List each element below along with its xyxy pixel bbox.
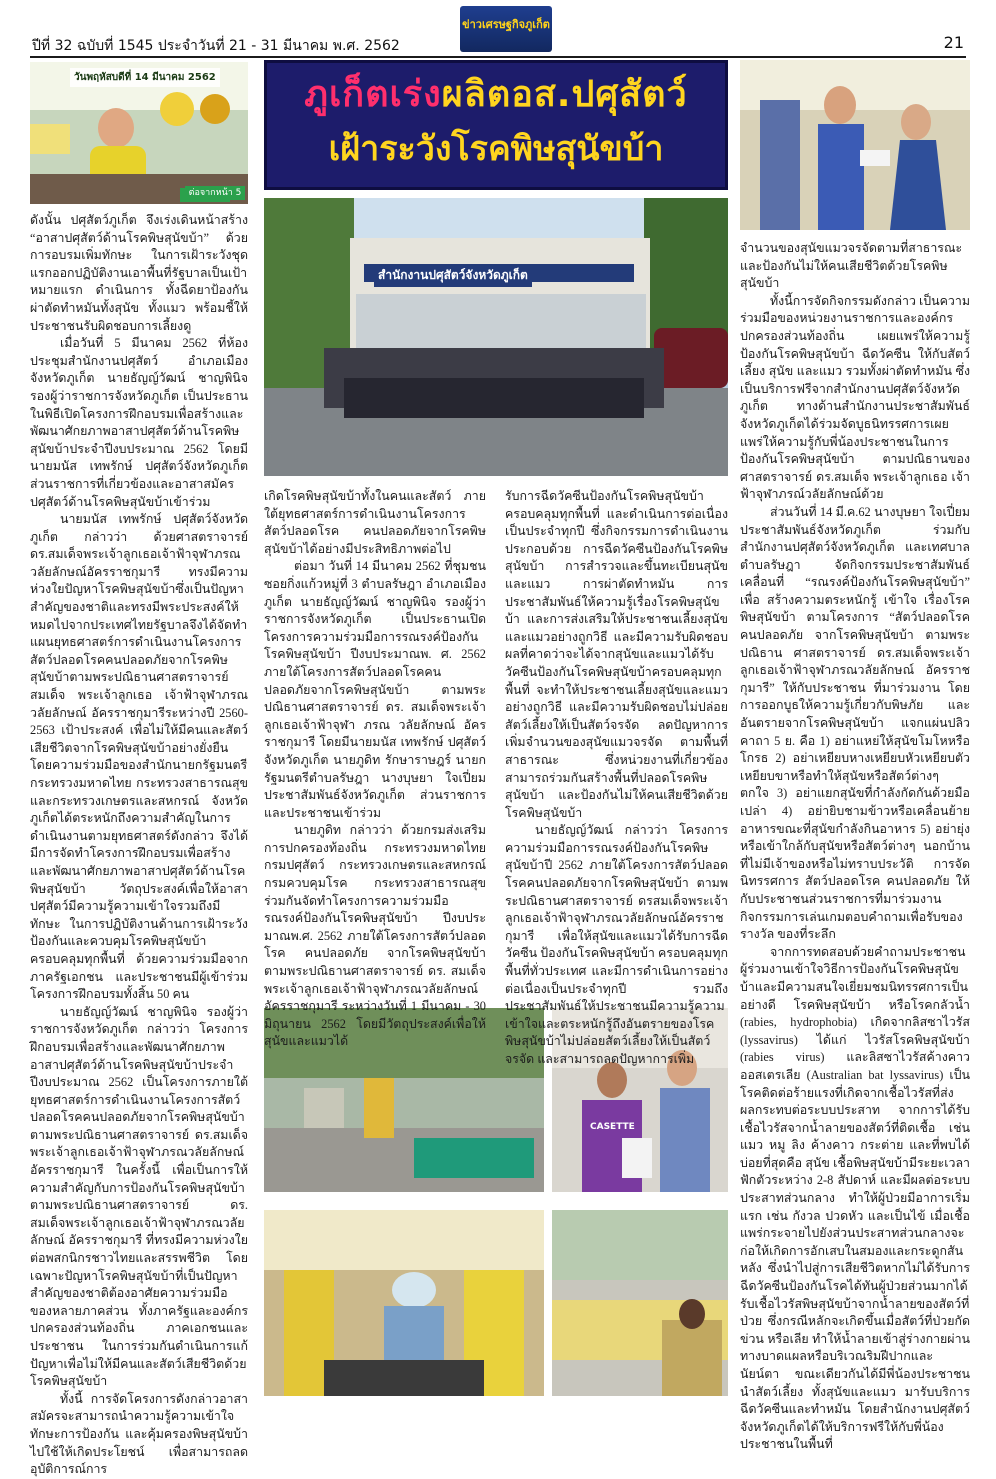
article-column-2 bbox=[264, 488, 486, 1051]
photo-group-image bbox=[264, 198, 728, 476]
issue-line: ปีที่ 32 ฉบับที่ 1545 ประจำวันที่ 21 - 31 มีนาคม พ.ศ. 2562 bbox=[32, 38, 400, 54]
article-paragraph: นายธัญญ์วัฒน์ กล่าวว่า โครงการความร่วมมือการรณรงค์ป้องกันโรคพิษสุนัขบ้าปี 2562 ภายใต้โครงการสัตว์ปลอดโรคคนปลอดภัยจากโรคพิษสุนัขบ้า ตามพระปณิธานศาสตราจารย์ ดรสมเด็จพระเจ้าลูกเธอเจ้าฟ้าจุฬาภรณวลัยลักษณ์อัครราชกุมารี เพื่อให้สุนัขและแมวได้รับการฉีดวัคซีน ป้องกันโรคพิษสุนัขบ้า ครอบคลุมทุกพื้นที่ทั่วประเทศ และมีการดำเนินการอย่างต่อเนื่องเป็นประจำทุกปี รวมถึงประชาสัมพันธ์ให้ประชาชนมีความรู้ความเข้าใจและตระหนักรู้ถึงอันตรายของโรคพิษสุนัขบ้าไม่ปล่อยสัตว์เลี้ยงให้เป็นสัตว์จรจัด และสามารถลดปัญหาการเพิ่ม bbox=[505, 823, 728, 1066]
article-paragraph: เมื่อวันที่ 5 มีนาคม 2562 ที่ห้องประชุมสำนักงานปศุสัตว์ อำเภอเมือง จังหวัดภูเก็ต นายธัญญ์วัฒน์ ชาญพินิจ รองผู้ว่าราชการจังหวัดภูเก็ต เป็นประธานในพิธีเปิดโครงการฝึกอบรมเพื่อสร้างและพัฒนาศักยภาพอาสาปศุสัตว์ด้านโรคพิษสุนัขบ้าประจำปีงบประมาณ 2562 โดยมี นายมนัส เทพรักษ์ ปศุสัตว์จังหวัดภูเก็ต ส่วนราชการที่เกี่ยวข้องและอาสาสมัครปศุสัตว์ด้านโรคพิษสุนัขบ้าเข้าร่วม bbox=[30, 336, 248, 509]
article-column-4 bbox=[740, 240, 970, 1454]
article-paragraph: ทั้งนี้การจัดกิจกรรมดังกล่าว เป็นความร่วมมือของหน่วยงานราชการและองค์กรปกครองส่วนท้องถิ่น เผยแพร่ให้ความรู้ป้องกันโรคพิษสุนัขบ้า ฉีดวัคซีน ให้กับสัตว์เลี้ยง สุนัข และแมว รวมทั้งผ่าตัดทำหมัน ซึ่งเป็นบริการฟรีจากสำนักงานปศุสัตว์จังหวัดภูเก็ต ทางด้านสำนักงานประชาสัมพันธ์จังหวัดภูเก็ตได้ร่วมจัดบูธนิทรรศการเผยแพร่ให้ความรู้กับพี่น้องประชาชนในการป้องกันโรคพิษสุนัขบ้า ตามปณิธานของศาสตราจารย์ ดร.สมเด็จ พระเจ้าลูกเธอ เจ้าฟ้าจุฬาภรณ์วลัยลักษณ์ด้วย bbox=[740, 293, 970, 502]
article-paragraph: นายภูดิท กล่าวว่า ด้วยกรมส่งเสริมการปกครองท้องถิ่น กระทรวงมหาดไทย กรมปศุสัตว์ กระทรวงเกษตรและสหกรณ์ กรมควบคุมโรค กระทรวงสาธารณสุข ร่วมกันจัดทำโครงการความร่วมมือรณรงค์ป้องกันโรคพิษสุนัขบ้า ปีงบประมาณพ.ศ. 2562 ภายใต้โครงการสัตว์ปลอดโรค คนปลอดภัย จากโรคพิษสุนัขบ้า ตามพระปณิธานศาสตราจารย์ ดร. สมเด็จพระเจ้าลูกเธอเจ้าฟ้าจุฬาภรณวลัยลักษณ์ อัครราชกุมารี ระหว่างวันที่ 1 มีนาคม - 30 มิถุนายน 2562 โดยมีวัตถุประสงค์เพื่อให้สุนัขและแมวได้ bbox=[264, 823, 486, 1049]
headline-line2: เฝ้าระวังโรคพิษสุนัขบ้า bbox=[328, 129, 664, 169]
office-sign: สำนักงานปศุสัตว์จังหวัดภูเก็ต bbox=[374, 264, 532, 287]
photo-officials bbox=[740, 60, 970, 230]
photo-audience bbox=[552, 1210, 728, 1396]
article-paragraph: ทั้งนี้ การจัดโครงการดังกล่าวอาสาสมัครจะสามารถนำความรู้ความเข้าใจ ทักษะการป้องกัน และคุ้มครองพิษสุนัขบ้าไปใช้ให้เกิดประโยชน์ เพื่อสามารถลดอุบัติการณ์การ bbox=[30, 1391, 248, 1477]
article-paragraph: ส่วนวันที่ 14 มี.ค.62 นางบุษยา ใจเปี่ยม ประชาสัมพันธ์จังหวัดภูเก็ต ร่วมกับ สำนักงานปศุสัตว์จังหวัดภูเก็ต และเทศบาลตำบลรัษฎา จัดกิจกรรมประชาสัมพันธ์เคลื่อนที่ “รณรงค์ป้องกันโรคพิษสุนัขบ้า” เพื่อ สร้างความตระหนักรู้ เข้าใจ เรื่องโรคพิษสุนัขบ้า ตามโครงการ “สัตว์ปลอดโรค คนปลอดภัย จากโรคพิษสุนัขบ้า ตามพระปณิธาน ศาสตราจารย์ ดร.สมเด็จพระเจ้าลูกเธอเจ้าฟ้าจุฬาภรณวลัยลักษณ์ อัครราชกุมารี” ให้กับประชาชน ที่มาร่วมงาน โดยการออกบูธให้ความรู้เกี่ยวกับพิษภัย และอันตรายจากโรคพิษสุนัขบ้า แจกแผ่นปลิวคาถา 5 ย. คือ 1) อย่าแหย่ให้สุนัขโมโหหรือโกรธ 2) อย่าเหยียบหางเหยียบหัวเหยียบตัวเหยียบขาหรือทำให้สุนัขหรือสัตว์ต่างๆ ตกใจ 3) อย่าแยกสุนัขที่กำลังกัดกันด้วยมือเปล่า 4) อย่ายิบชามข้าวหรือเคลื่อนย้ายอาหารขณะที่สุนัขกำลังกินอาหาร 5) อย่ายุ่งหรือเข้าใกล้กับสุนัขหรือสัตว์ต่างๆ นอกบ้านที่ไม่มีเจ้าของหรือไม่ทราบประวัติ การจัดนิทรรศการ สัตว์ปลอดโรค คนปลอดภัย ให้กับประชาชนส่วนราชการที่มาร่วมงาน กิจกรรมการเล่นเกมตอบคำถามเพื่อรับของรางวัล ของที่ระลึก bbox=[740, 504, 970, 942]
photo-surgery-image bbox=[264, 1210, 544, 1396]
headline-yellow: ผลิตอส.ปศุสัตว์ bbox=[441, 74, 688, 115]
newspaper-logo bbox=[460, 6, 552, 52]
article-paragraph: นายธัญญ์วัฒน์ ชาญพินิจ รองผู้ว่าราชการจังหวัดภูเก็ต กล่าวว่า โครงการฝึกอบรมเพื่อสร้างและพัฒนาศักยภาพอาสาปศุสัตว์ด้านโรคพิษสุนัขบ้าประจำปีงบประมาณ 2562 เป็นโครงการภายใต้ยุทธศาสตร์การดำเนินงานโครงการสัตว์ปลอดโรคคนปลอดภัยจากโรคพิษสุนัขบ้าตามพระปณิธานศาสตราจารย์ ดร.สมเด็จพระเจ้าลูกเธอเจ้าฟ้าจุฬาภรณวลัยลักษณ์ อัครราชกุมารี ในครั้งนี้ เพื่อเป็นการให้ความสำคัญกับการป้องกันโรคพิษสุนัขบ้าตามพระปณิธานศาสตราจารย์ ดร. สมเด็จพระเจ้าลูกเธอเจ้าฟ้าจุฬาภรณวลัยลักษณ์ อัครราชกุมารี ที่ทรงมีความห่วงใยต่อพสกนิกรชาวไทยและสรรพชีวิต โดยเฉพาะปัญหาโรคพิษสุนัขบ้าที่เป็นปัญหาสำคัญของชาติต้องอาศัยความร่วมมือของหลายภาคส่วน ทั้งภาครัฐและองค์กรปกครองส่วนท้องถิ่น ภาคเอกชนและประชาชน ในการร่วมกันดำเนินการแก้ปัญหาเพื่อไม่ให้มีคนและสัตว์เสียชีวิตด้วยโรคพิษสุนัขบ้า bbox=[30, 1004, 248, 1389]
photo-speaker-caption: วันพฤหัสบดีที่ 14 มีนาคม 2562 bbox=[70, 68, 220, 87]
photo-surgery bbox=[264, 1210, 544, 1396]
article-paragraph: ดังนั้น ปศุสัตว์ภูเก็ต จึงเร่งเดินหน้าสร้าง “อาสาปศุสัตว์ด้านโรคพิษสุนัขบ้า” ด้วยการอบรมเพิ่มทักษะ ในการเฝ้าระวังชุดแรกออกปฏิบัติงานเอาพื้นที่รัฐบาลเป็นเป้าหมายแรก ดำเนินการ ทั้งฉีดยาป้องกัน ผ่าตัดทำหมันทั้งสุนัข ทั้งแมว พร้อมชี้ให้ประชาชนรับผิดชอบการเลี้ยงดู bbox=[30, 213, 248, 333]
photo-speaker bbox=[30, 62, 248, 204]
page-number: 21 bbox=[943, 33, 964, 52]
headline-box bbox=[264, 60, 728, 190]
header-rule bbox=[30, 56, 966, 58]
photo-audience-image bbox=[552, 1210, 728, 1396]
article-paragraph: นายมนัส เทพรักษ์ ปศุสัตว์จังหวัดภูเก็ต กล่าวว่า ด้วยศาสตราจารย์ ดร.สมเด็จพระเจ้าลูกเธอเจ้าฟ้าจุฬาภรณวลัยลักษณ์อัครราชกุมารี ทรงมีความห่วงใยปัญหาโรคพิษสุนัขบ้าซึ่งเป็นปัญหาสำคัญของชาติและทรงมีพระประสงค์ให้หมดไปจากประเทศไทยรัฐบาลจึงได้จัดทำแผนยุทธศาสตร์การดำเนินงานโครงการสัตว์ปลอดโรคคนปลอดภัยจากโรคพิษสุนัขบ้าตามพระปณิธานศาสตราจารย์สมเด็จ พระเจ้าลูกเธอ เจ้าฟ้าจุฬาภรณวลัยลักษณ์ อัครราชกุมารีระหว่างปี 2560-2563 เป้าประสงค์ เพื่อไม่ให้มีคนและสัตว์เสียชีวิตจากโรคพิษสุนัขบ้าอย่างยั่งยืน โดยความร่วมมือของสำนักนายกรัฐมนตรี กระทรวงมหาดไทย กระทรวงสาธารณสุข และกระทรวงเกษตรและสหกรณ์ จังหวัดภูเก็ตได้ตระหนักถึงความสำคัญในการดำเนินงานตามยุทธศาสตร์ดังกล่าว จึงได้มีการจัดทำโครงการฝึกอบรมเพื่อสร้างและพัฒนาศักยภาพอาสาปศุสัตว์ด้านโรคพิษสุนัขบ้า วัตถุประสงค์เพื่อให้อาสาปศุสัตว์มีความรู้ความเข้าใจรวมถึงมีทักษะ ในการปฏิบัติงานด้านการเฝ้าระวังป้องกันและควบคุมโรคพิษสุนัขบ้าครอบคลุมทุกพื้นที่ ด้วยความร่วมมือจากภาครัฐเอกชน และประชาชนมีผู้เข้าร่วมโครงการฝึกอบรมทั้งสิ้น 50 คน bbox=[30, 512, 248, 1002]
article-column-1 bbox=[30, 212, 248, 1479]
page-header bbox=[0, 0, 996, 60]
article-paragraph: จากการทดสอบด้วยคำถามประชาชนผู้ร่วมงานเข้าใจวิธีการป้องกันโรคพิษสุนัขบ้าและมีความสนใจเยี่ยมชมนิทรรศการเป็นอย่างดี โรคพิษสุนัขบ้า หรือโรคกลัวน้ำ (rabies, hydrophobia) เกิดจากลิสซาไวรัส (lyssavirus) ได้แก่ ไวรัสโรคพิษสุนัขบ้า (rabies virus) และลิสซาไวรัสค้างคาวออสเตรเลีย (Australian bat lyssavirus) เป็นโรคติดต่อร้ายแรงที่เกิดจากเชื้อไวรัสที่ส่งผลกระทบต่อระบบประสาท จากการได้รับเชื้อไวรัสจากน้ำลายของสัตว์ที่ติดเชื้อ เช่น แมว หมู ลิง ค้างคาว กระต่าย และที่พบได้บ่อยที่สุดคือ สุนัข เชื้อพิษสุนัขบ้ามีระยะเวลาฟักตัวระหว่าง 2-8 สัปดาห์ และมีผลต่อระบบประสาทส่วนกลาง ทำให้ผู้ป่วยมีอาการเริ่มแรก เช่น กังวล ปวดหัว และเป็นไข้ เมื่อเชื้อแพร่กระจายไปยังส่วนประสาทส่วนกลางจะก่อให้เกิดการอักเสบในสมองและกระดูกสันหลัง ซึ่งนำไปสู่การเสียชีวิตหากไม่ได้รับการฉีดวัคซีนป้องกันโรคได้ทันผู้ป่วยส่วนมากได้รับเชื้อไวรัสพิษสุนัขบ้าจากน้ำลายของสัตว์ที่ป่วย ซึ่งกรณีหลักจะเกิดขึ้นเมื่อสัตว์ที่ป่วยกัด ข่วน หรือเลีย ทำให้น้ำลายเข้าสู่ร่างกายผ่านทางบาดแผลหรือบริเวณริมฝีปากและนัยน์ตา ขณะเดียวกันได้มีพี่น้องประชาชนนำสัตว์เลี้ยง ทั้งสุนัขและแมว มารับบริการฉีดวัคซีนและทำหมัน โดยสำนักงานปศุสัตว์จังหวัดภูเก็ตได้ให้บริการฟรีให้กับพี่น้องประชาชนในพื้นที่ bbox=[740, 944, 970, 1452]
headline-line1 bbox=[267, 73, 725, 117]
article-paragraph: รับการฉีดวัคซีนป้องกันโรคพิษสุนัขบ้าครอบคลุมทุกพื้นที่ และดำเนินการต่อเนื่องเป็นประจำทุกปี ซึ่งกิจกรรมการดำเนินงานประกอบด้วย การฉีดวัคซีนป้องกันโรคพิษสุนัขบ้า การสำรวจและขึ้นทะเบียนสุนัขและแมว การผ่าตัดทำหมัน การประชาสัมพันธ์ให้ความรู้เรื่องโรคพิษสุนัขบ้า และการส่งเสริมให้ประชาชนเลี้ยงสุนัขและแมวอย่างถูกวิธี และมีความรับผิดชอบ ผลที่คาดว่าจะได้จากสุนัขและแมวได้รับวัคซีนป้องกันโรคพิษสุนัขบ้าครอบคลุมทุกพื้นที่ จะทำให้ประชาชนเลี้ยงสุนัขและแมวอย่างถูกวิธี และมีความรับผิดชอบไม่ปล่อยสัตว์เลี้ยงให้เป็นสัตว์จรจัด ลดปัญหาการเพิ่มจำนวนของสุนัขแมวจรจัด ตามพื้นที่สาธารณะ ซึ่งหน่วยงานที่เกี่ยวข้องสามารถร่วมกันสร้างพื้นที่ปลอดโรคพิษสุนัขบ้า และป้องกันไม่ให้คนเสียชีวิตด้วยโรคพิษสุนัขบ้า bbox=[505, 489, 728, 820]
photo-group bbox=[264, 198, 728, 476]
article-column-3 bbox=[505, 488, 728, 1069]
article-paragraph: จำนวนของสุนัขแมวจรจัดตามที่สาธารณะ และป้องกันไม่ให้คนเสียชีวิตด้วยโรคพิษสุนัขบ้า bbox=[740, 241, 963, 291]
continued-label: ต่อจากหน้า 5 bbox=[185, 186, 245, 200]
headline-red: ภูเก็ตเร่ง bbox=[304, 74, 442, 115]
photo-officials-image bbox=[740, 60, 970, 230]
article-paragraph: ต่อมา วันที่ 14 มีนาคม 2562 ที่ชุมชนซอยกิ่งแก้วหมู่ที่ 3 ตำบลรัษฎา อำเภอเมืองภูเก็ต นายธัญญ์วัฒน์ ชาญพินิจ รองผู้ว่าราชการจังหวัดภูเก็ต เป็นประธานเปิดโครงการความร่วมมือการรณรงค์ป้องกันโรคพิษสุนัขบ้า ปีงบประมาณพ. ศ. 2562 ภายใต้โครงการสัตว์ปลอดโรคคนปลอดภัยจากโรคพิษสุนัขบ้า ตามพระปณิธานศาสตราจารย์ ดร. สมเด็จพระเจ้าลูกเธอเจ้าฟ้าจุฬา ภรณ วลัยลักษณ์ อัครราชกุมารี โดยมีนายมนัส เทพรักษ์ ปศุสัตว์จังหวัดภูเก็ต นายภูดิท รักษาราษฎร์ นายกรัฐมนตรีตำบลรัษฎา นางบุษยา ใจเปี่ยม ประชาสัมพันธ์จังหวัดภูเก็ต ส่วนราชการและประชาชนเข้าร่วม bbox=[264, 559, 486, 820]
article-paragraph: เกิดโรคพิษสุนัขบ้าทั้งในคนและสัตว์ ภายใต้ยุทธศาสตร์การดำเนินงานโครงการสัตว์ปลอดโรค คนปลอดภัยจากโรคพิษสุนัขบ้าได้อย่างมีประสิทธิภาพต่อไป bbox=[264, 489, 486, 556]
shirt-text: CASETTE bbox=[590, 1122, 635, 1132]
logo-text: ข่าวเศรษฐกิจภูเก็ต bbox=[462, 18, 550, 31]
